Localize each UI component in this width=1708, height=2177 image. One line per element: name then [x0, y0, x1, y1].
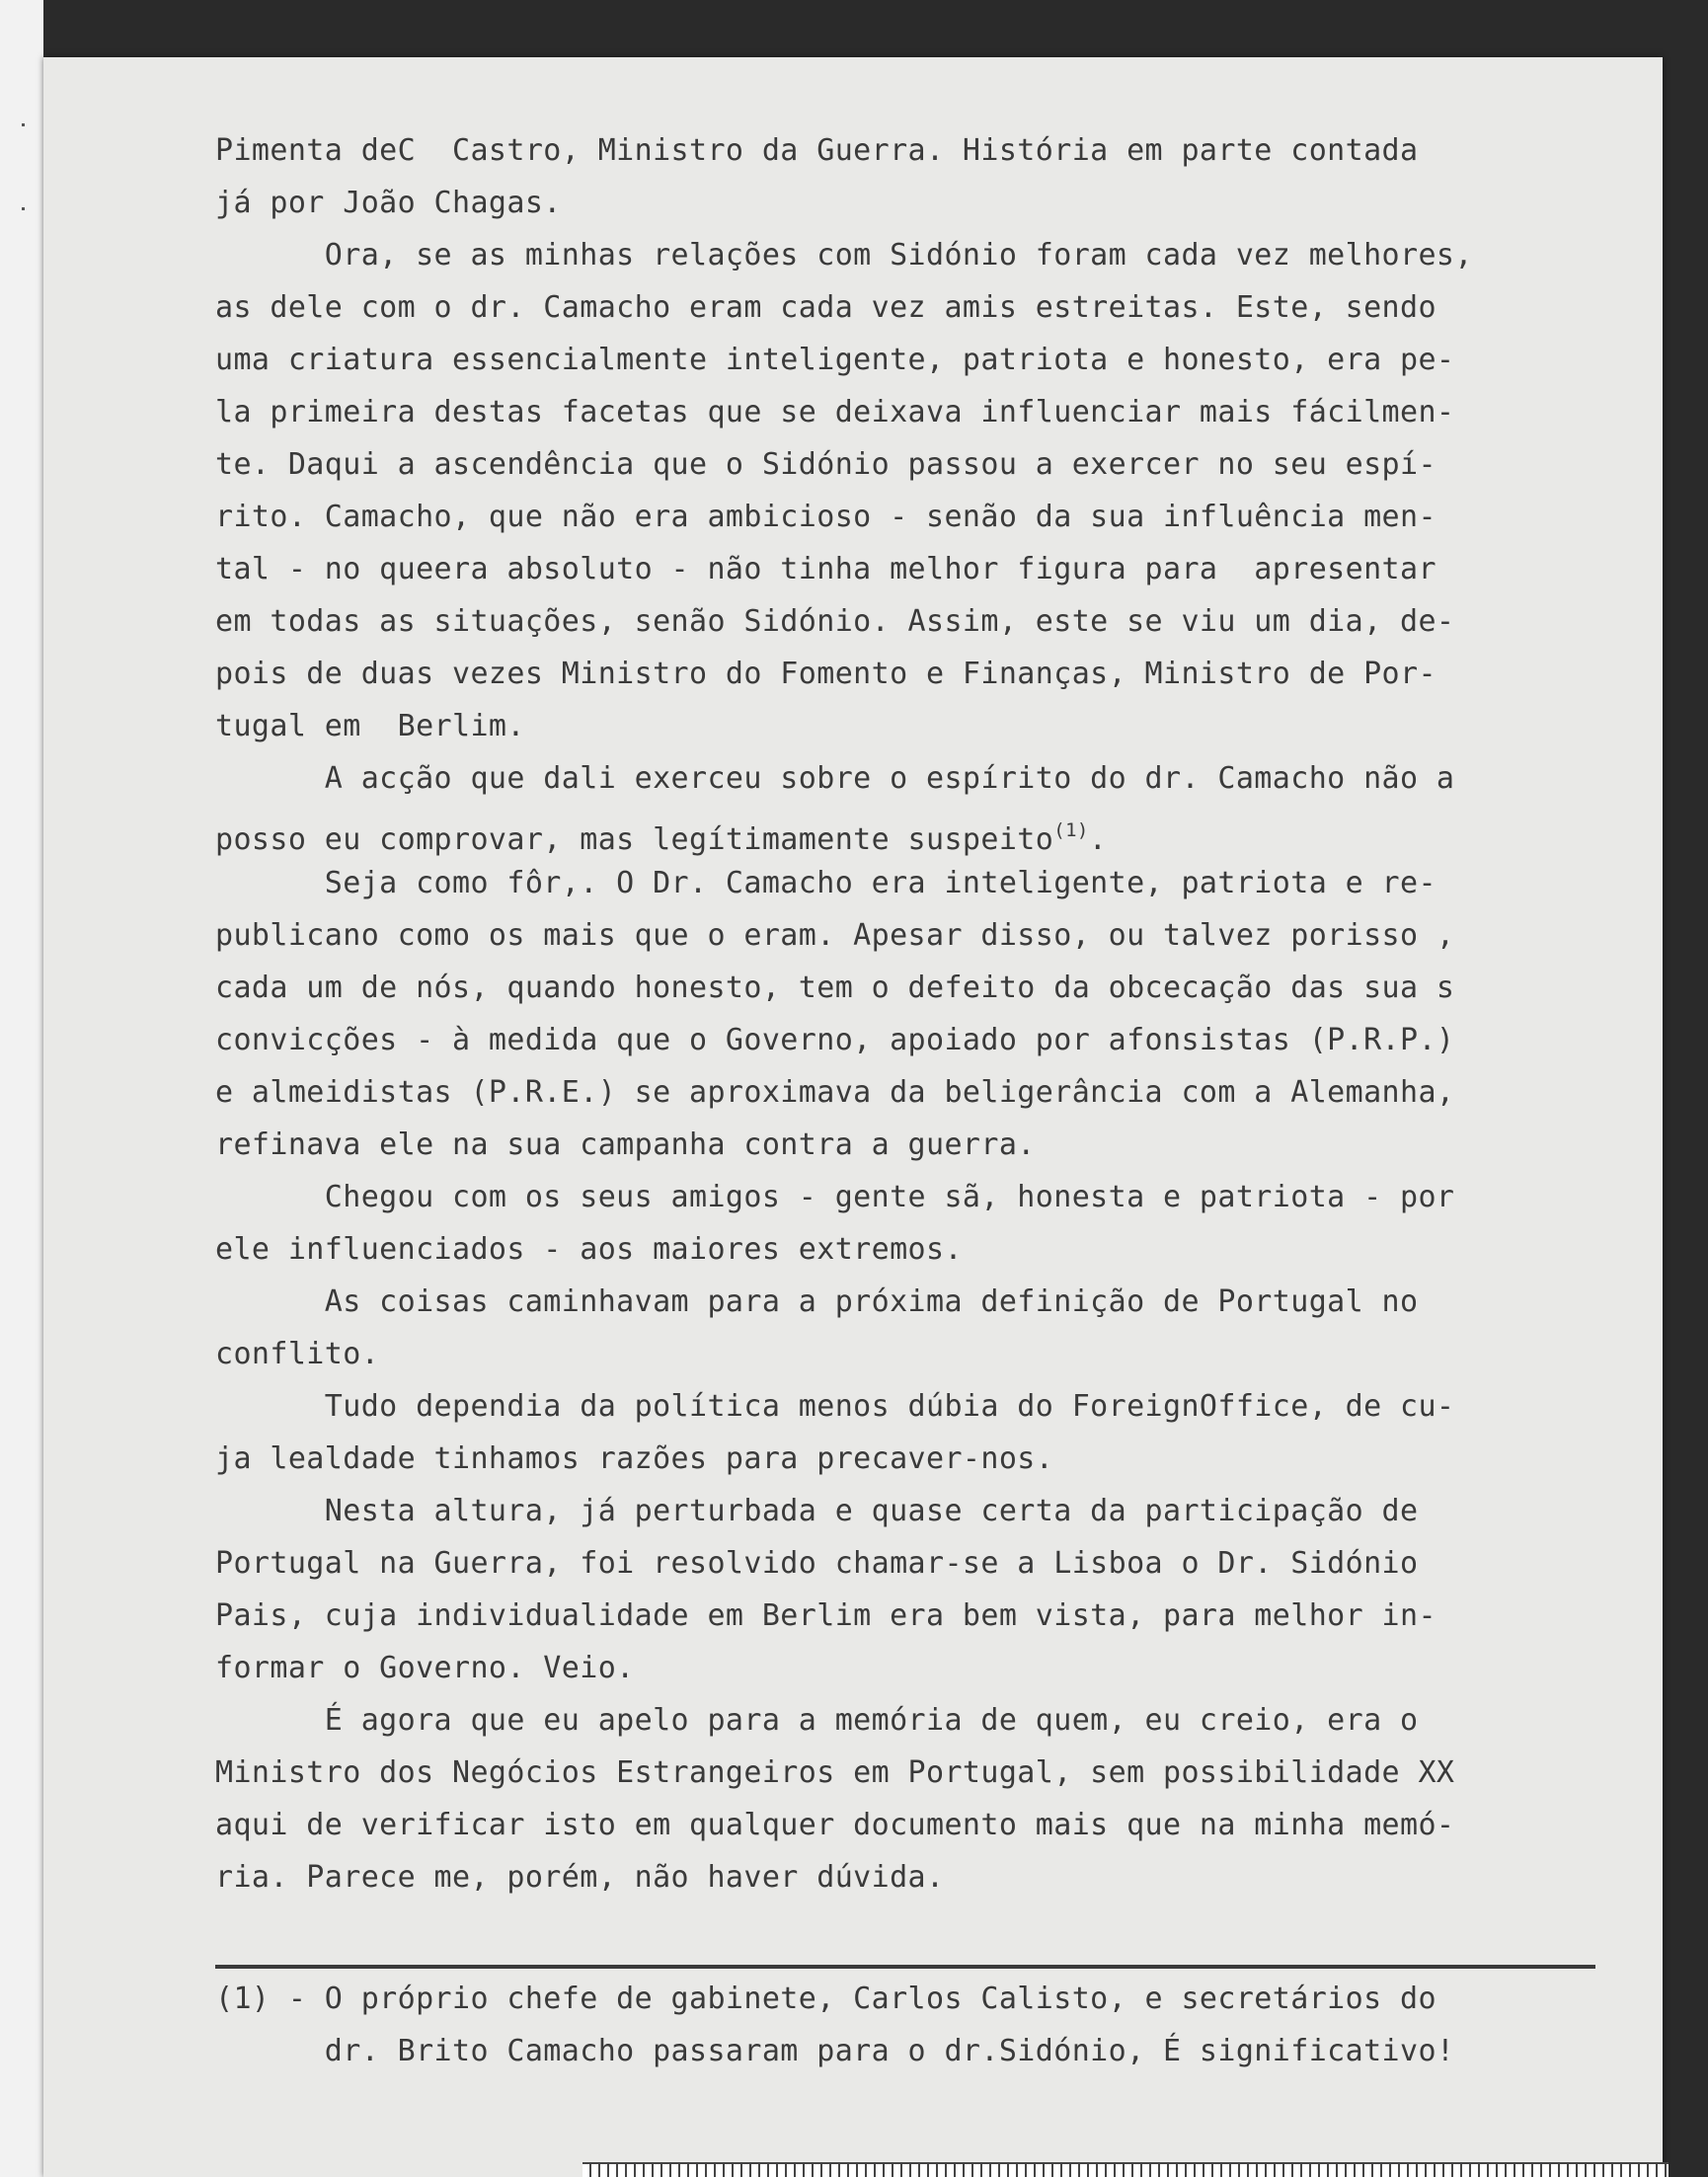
text-line: ja lealdade tinhamos razões para precaver-nos.	[215, 1441, 1054, 1476]
text-line: rito. Camacho, que não era ambicioso - senão da sua influência men-	[215, 500, 1436, 534]
text-line: cada um de nós, quando honesto, tem o defeito da obcecação das sua s	[215, 971, 1455, 1005]
text-line: te. Daqui a ascendência que o Sidónio passou a exercer no seu espí-	[215, 447, 1436, 482]
text-line: la primeira destas facetas que se deixava influenciar mais fácilmen-	[215, 395, 1455, 429]
footnote-divider	[215, 1965, 1595, 1969]
text-line: As coisas caminhavam para a próxima definição de Portugal no	[215, 1284, 1419, 1319]
text-line: Tudo dependia da política menos dúbia do ForeignOffice, de cu-	[215, 1389, 1455, 1424]
text-line: aqui de verificar isto em qualquer documento mais que na minha memó-	[215, 1808, 1455, 1842]
text-line: formar o Governo. Veio.	[215, 1651, 635, 1685]
text-line: Pais, cuja individualidade em Berlim era bem vista, para melhor in-	[215, 1598, 1436, 1633]
text-line: Ora, se as minhas relações com Sidónio foram cada vez melhores,	[215, 238, 1473, 272]
text-line: tugal em Berlim.	[215, 709, 525, 743]
text-line: uma criatura essencialmente inteligente, patriota e honesto, era pe-	[215, 343, 1455, 377]
text-line: refinava ele na sua campanha contra a guerra.	[215, 1127, 1036, 1162]
text-line: ele influenciados - aos maiores extremos.	[215, 1232, 963, 1267]
document-body	[215, 124, 1588, 1904]
text-line: Chegou com os seus amigos - gente sã, honesta e patriota - por	[215, 1180, 1455, 1214]
text-line: conflito.	[215, 1337, 380, 1371]
text-line: e almeidistas (P.R.E.) se aproximava da beligerância com a Alemanha,	[215, 1075, 1455, 1110]
scan-scale-ruler	[582, 2162, 1669, 2177]
footnote-line: (1) - O próprio chefe de gabinete, Carlos Calisto, e secretários do	[215, 1982, 1436, 2016]
text-line: Pimenta deC Castro, Ministro da Guerra. História em parte contada	[215, 133, 1419, 168]
text-line: já por João Chagas.	[215, 186, 562, 220]
text-line: tal - no queera absoluto - não tinha melhor figura para apresentar	[215, 552, 1436, 586]
footnote-reference: (1)	[1053, 819, 1089, 841]
text-line: publicano como os mais que o eram. Apesar disso, ou talvez porisso ,	[215, 918, 1455, 953]
scan-speck	[22, 123, 25, 126]
text-line-with-footnote	[215, 805, 1588, 857]
text-line: as dele com o dr. Camacho eram cada vez amis estreitas. Este, sendo	[215, 290, 1436, 325]
text-line: pois de duas vezes Ministro do Fomento e Finanças, Ministro de Por-	[215, 657, 1436, 691]
text-line: Ministro dos Negócios Estrangeiros em Portugal, sem possibilidade XX	[215, 1755, 1455, 1790]
text-line: Portugal na Guerra, foi resolvido chamar-se a Lisboa o Dr. Sidónio	[215, 1546, 1419, 1581]
text-line: Seja como fôr,. O Dr. Camacho era inteligente, patriota e re-	[215, 866, 1436, 900]
text-line: em todas as situações, senão Sidónio. Assim, este se viu um dia, de-	[215, 604, 1455, 639]
scan-margin	[0, 0, 43, 2177]
period: .	[1088, 822, 1108, 857]
text-line: É agora que eu apelo para a memória de quem, eu creio, era o	[215, 1703, 1419, 1738]
text-line: A acção que dali exerceu sobre o espírito do dr. Camacho não a	[215, 761, 1455, 796]
text-line: convicções - à medida que o Governo, apoiado por afonsistas (P.R.P.)	[215, 1023, 1455, 1057]
text-line: Nesta altura, já perturbada e quase certa da participação de	[215, 1494, 1419, 1528]
footnotes	[215, 1973, 1588, 2077]
scan-speck	[22, 207, 25, 210]
text-line: ria. Parece me, porém, não haver dúvida.	[215, 1860, 945, 1895]
text-segment: posso eu comprovar, mas legítimamente suspeito	[215, 822, 1054, 857]
footnote-line: dr. Brito Camacho passaram para o dr.Sidónio, É significativo!	[215, 2034, 1455, 2068]
